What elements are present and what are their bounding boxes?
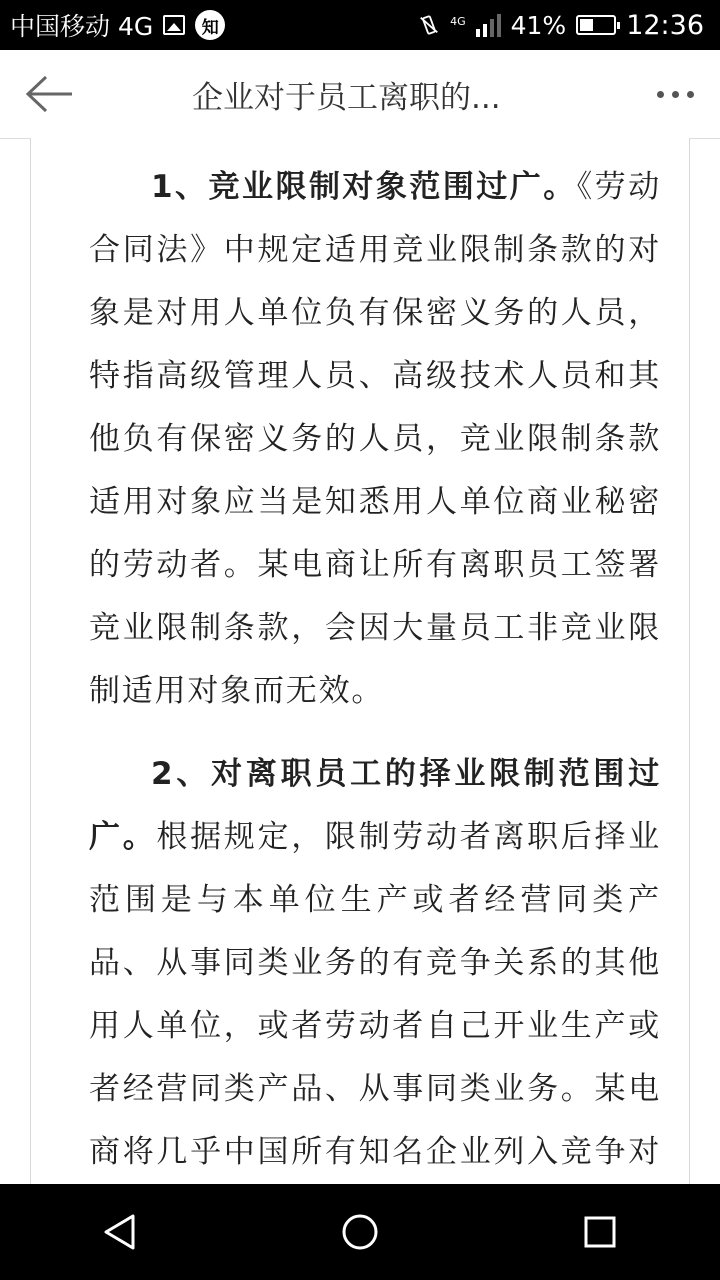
more-options-icon <box>657 91 664 98</box>
paragraph-body: 根据规定，限制劳动者离职后择业范围是与本单位生产或者经营同类产品、从事同类业务的有竞争关系的其他用人单位，或者劳动者自己开业生产或者经营同类产品、从事同类业务。某电商将几乎中国所有知名企业列入竞争对 <box>89 819 661 1170</box>
nav-back-button[interactable] <box>60 1184 180 1280</box>
battery-icon <box>576 15 616 35</box>
network-type-label: 4G <box>450 14 466 28</box>
carrier-label: 中国移动 4G <box>10 12 154 41</box>
back-arrow-icon <box>24 74 76 114</box>
signal-icon <box>476 13 501 37</box>
app-bar <box>0 50 720 139</box>
circle-home-icon <box>340 1212 380 1252</box>
image-icon <box>163 15 185 35</box>
clock: 12:36 <box>626 9 704 41</box>
page-title: 企业对于员工离职的... <box>192 79 501 116</box>
status-bar <box>0 0 720 50</box>
more-options-button[interactable] <box>630 50 720 138</box>
paragraph-body: 《劳动合同法》中规定适用竞业限制条款的对象是对用人单位负有保密义务的人员，特指高级管理人员、高级技术人员和其他负有保密义务的人员，竞业限制条款适用对象应当是知悉用人单位商业秘密的劳动者。某电商让所有离职员工签署竞业限制条款，会因大量员工非竞业限制适用对象而无效。 <box>89 169 661 709</box>
article-paragraph <box>89 156 661 723</box>
article-content <box>30 138 690 1184</box>
zhihu-icon: 知 <box>195 10 225 40</box>
vibrate-icon <box>418 14 440 36</box>
triangle-back-icon <box>100 1212 140 1252</box>
nav-recents-button[interactable] <box>540 1184 660 1280</box>
paragraph-heading: 2、对离职员工的择业限制范围过广。 <box>89 756 661 855</box>
back-button[interactable] <box>0 50 100 138</box>
nav-home-button[interactable] <box>300 1184 420 1280</box>
square-recents-icon <box>580 1212 620 1252</box>
battery-percent: 41% <box>510 10 567 40</box>
paragraph-heading: 1、竞业限制对象范围过广。 <box>151 169 577 205</box>
navigation-bar <box>0 1184 720 1280</box>
article-paragraph <box>89 743 661 1247</box>
